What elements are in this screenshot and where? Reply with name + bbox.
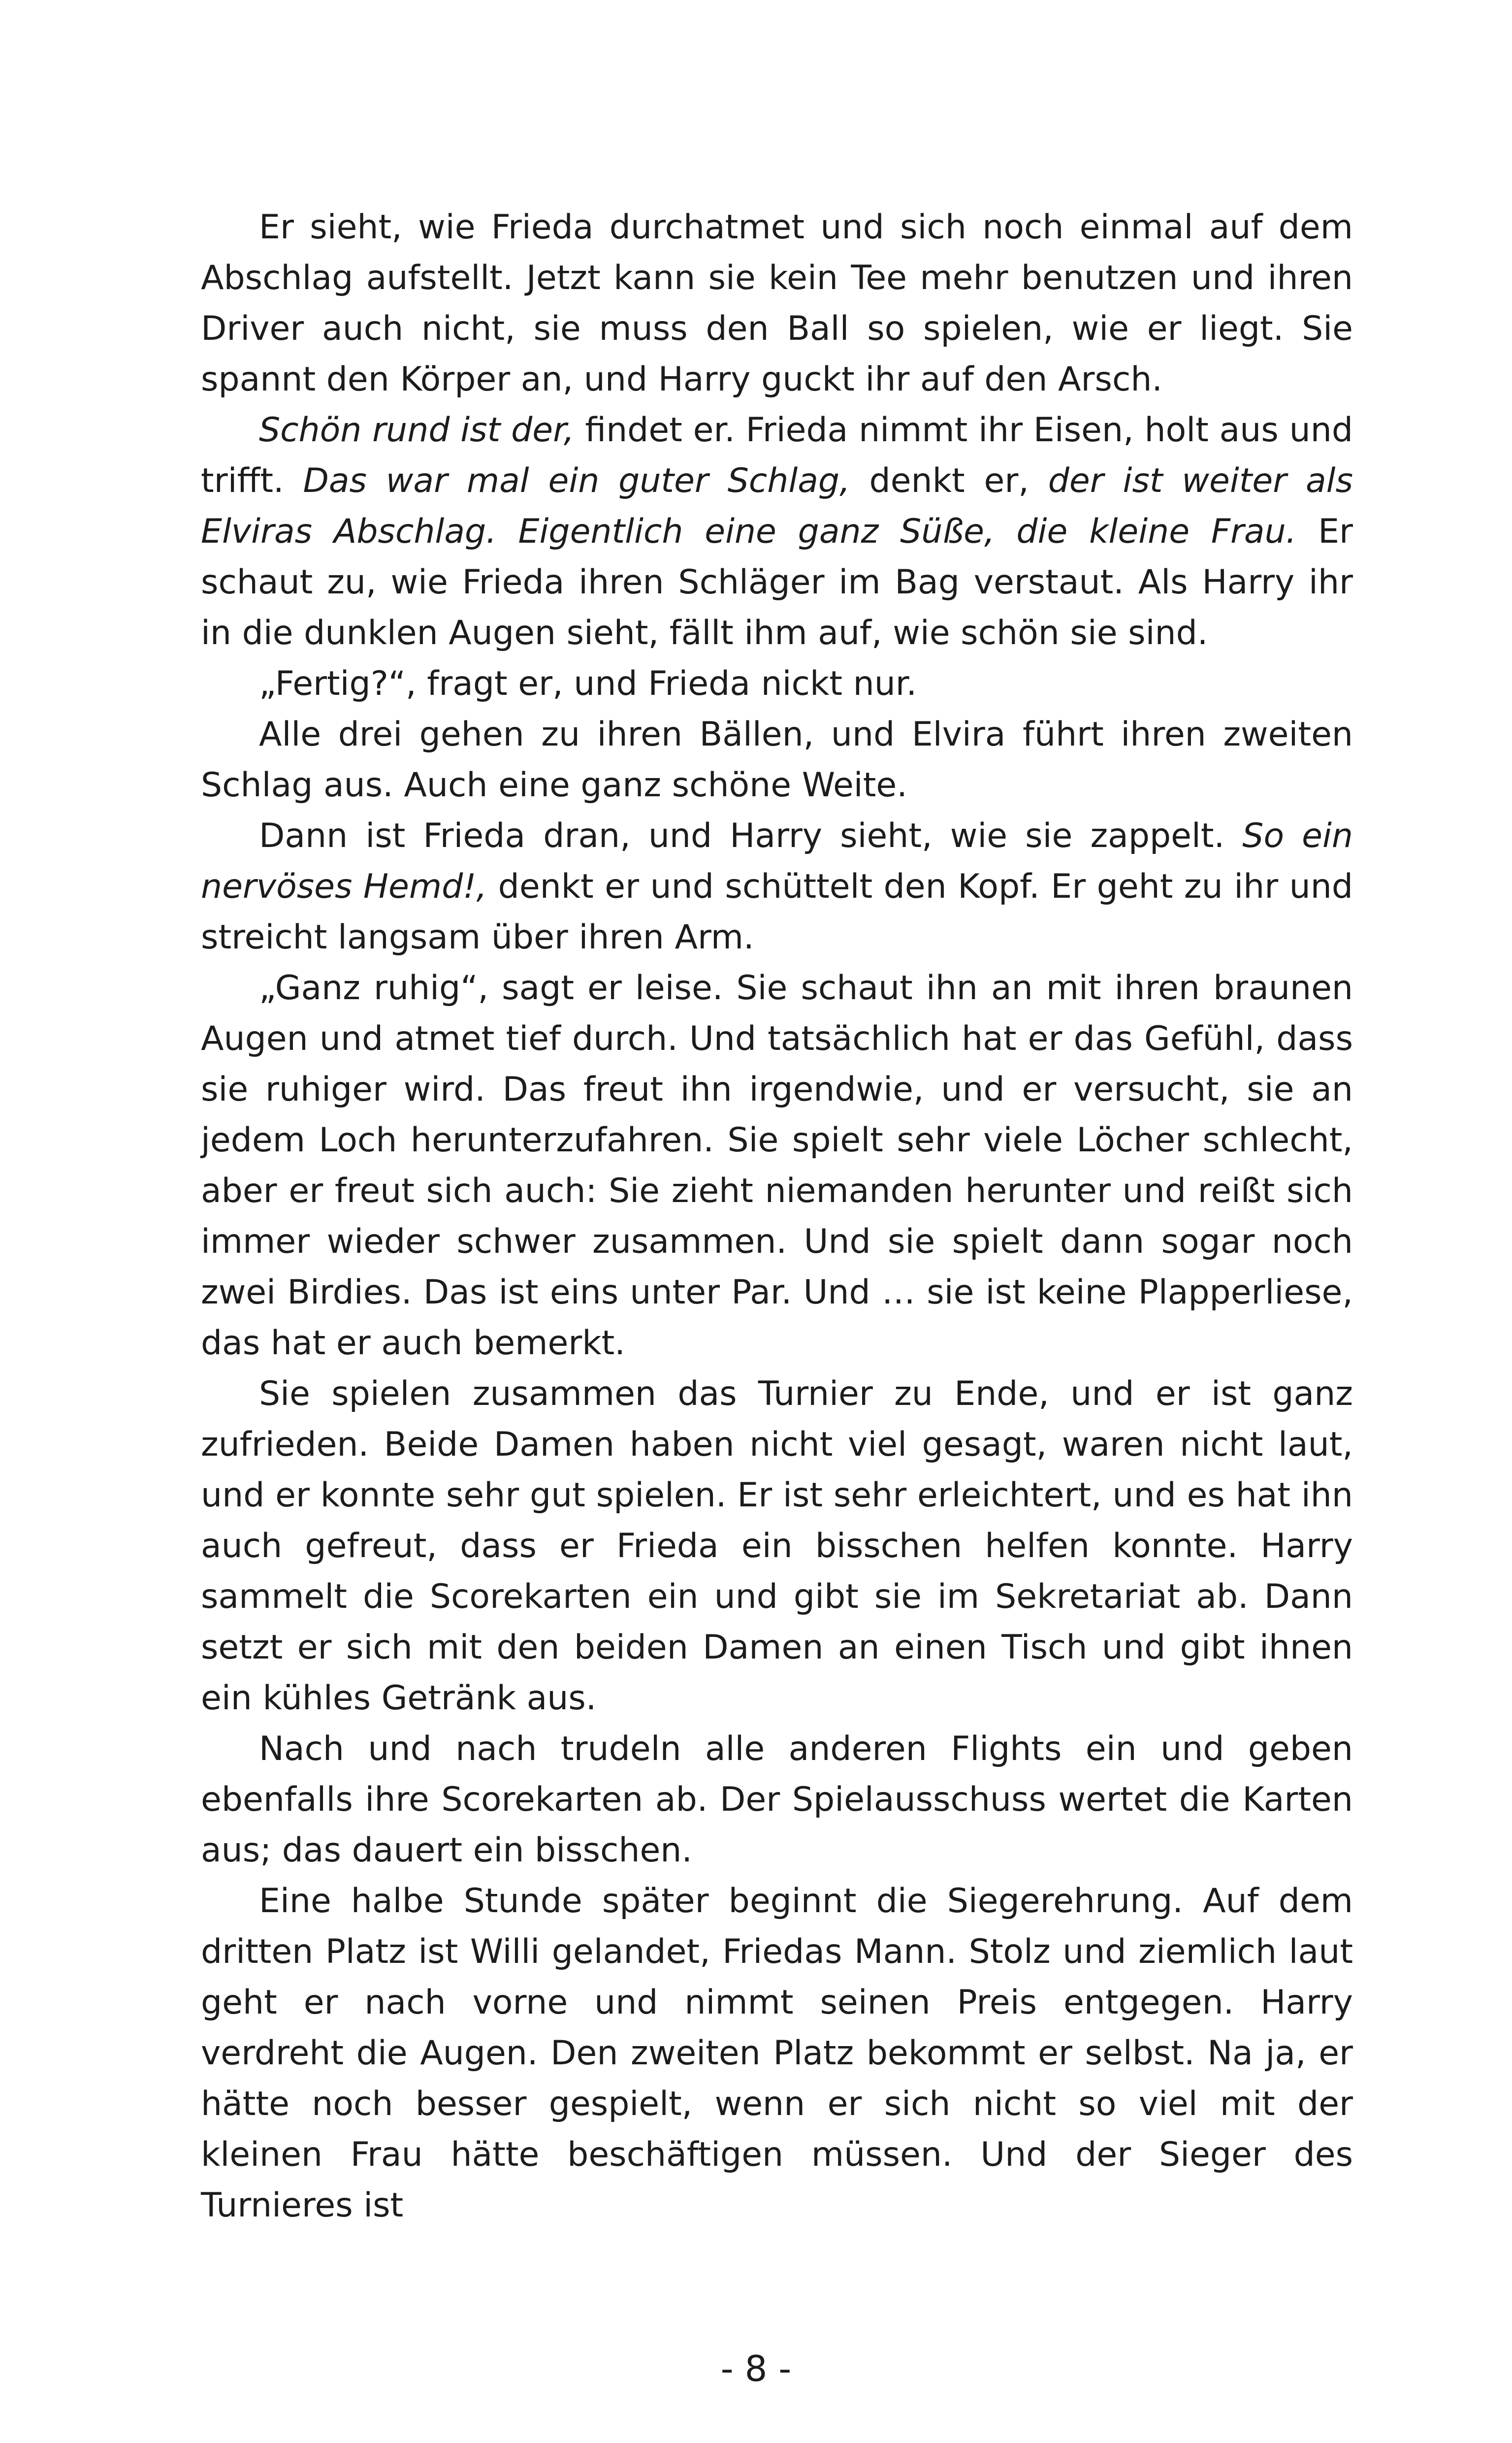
paragraph-4-segment-1: Alle drei gehen zu ihren Bällen, und Elvira führt ihren zweiten Schlag aus. Auch eine ganz schöne Weite. [201, 715, 1353, 805]
paragraph-3 [201, 658, 1353, 709]
paragraph-5 [201, 811, 1353, 963]
paragraph-9-segment-1: Eine halbe Stunde später beginnt die Siegerehrung. Auf dem dritten Platz ist Willi gelandet, Friedas Mann. Stolz und ziemlich laut geht er nach vorne und nimmt seinen Preis entgegen. Harry verdreht die Augen. Den zweiten Platz bekommt er selbst. Na ja, er hätte noch besser gespielt, wenn er sich nicht so viel mit der kleinen Frau hätte beschäftigen müssen. Und der Sieger des Turnieres ist [201, 1882, 1353, 2225]
paragraph-3-segment-1: „Fertig?“, fragt er, und Frieda nickt nur. [259, 664, 917, 703]
body-text [201, 202, 1353, 2231]
paragraph-2-segment-2: findet er. Frieda nimmt ihr Eisen, holt aus und trifft. [201, 411, 1353, 500]
paragraph-9 [201, 1876, 1353, 2231]
paragraph-8-segment-1: Nach und nach trudeln alle anderen Flights ein und geben ebenfalls ihre Scorekarten ab. Der Spielausschuss wertet die Karten aus; das dauert ein bisschen. [201, 1729, 1353, 1870]
paragraph-2-segment-6: Er schaut zu, wie Frieda ihren Schläger im Bag verstaut. Als Harry ihr in die dunklen Augen sieht, fällt ihm auf, wie schön sie sind. [201, 512, 1353, 652]
paragraph-2-segment-3: Das war mal ein guter Schlag, [303, 461, 850, 500]
paragraph-8 [201, 1724, 1353, 1876]
page-number: - 8 - [720, 2348, 792, 2389]
paragraph-1-segment-1: Er sieht, wie Frieda durchatmet und sich noch einmal auf dem Abschlag aufstellt. Jetzt kann sie kein Tee mehr benutzen und ihren Driver auch nicht, sie muss den Ball so spielen, wie er liegt. Sie spannt den Körper an, und Harry guckt ihr auf den Arsch. [201, 208, 1353, 399]
paragraph-6-segment-1: „Ganz ruhig“, sagt er leise. Sie schaut ihn an mit ihren braunen Augen und atmet tief durch. Und tatsächlich hat er das Gefühl, dass sie ruhiger wird. Das freut ihn irgendwie, und er versucht, sie an jedem Loch herunterzufahren. Sie spielt sehr viele Löcher schlecht, aber er freut sich auch: Sie zieht niemanden herunter und reißt sich immer wieder schwer zusammen. Und sie spielt dann sogar noch zwei Birdies. Das ist eins unter Par. Und … sie ist keine Plapperliese, das hat er auch bemerkt. [201, 969, 1353, 1363]
paragraph-5-segment-3: denkt er und schüttelt den Kopf. Er geht zu ihr und streicht langsam über ihren Arm. [201, 867, 1353, 957]
paragraph-2-segment-1: Schön rund ist der, [259, 411, 575, 450]
paragraph-2 [201, 405, 1353, 658]
paragraph-4 [201, 709, 1353, 811]
paragraph-1 [201, 202, 1353, 405]
paragraph-6 [201, 963, 1353, 1368]
paragraph-2-segment-4: denkt er, [850, 461, 1048, 500]
paragraph-7-segment-1: Sie spielen zusammen das Turnier zu Ende, und er ist ganz zufrieden. Beide Damen haben nicht viel gesagt, waren nicht laut, und er konnte sehr gut spielen. Er ist sehr erleichtert, und es hat ihn auch gefreut, dass er Frieda ein bisschen helfen konnte. Harry sammelt die Scorekarten ein und gibt sie im Sekretariat ab. Dann setzt er sich mit den beiden Damen an einen Tisch und gibt ihnen ein kühles Getränk aus. [201, 1374, 1353, 1718]
paragraph-2-segment-5: der ist weiter als Elviras Abschlag. Eigentlich eine ganz Süße, die kleine Frau. [201, 461, 1353, 551]
paragraph-7 [201, 1368, 1353, 1724]
paragraph-5-segment-2: So ein nervöses Hemd!, [201, 816, 1353, 906]
paragraph-5-segment-1: Dann ist Frieda dran, und Harry sieht, wie sie zappelt. [259, 816, 1243, 855]
